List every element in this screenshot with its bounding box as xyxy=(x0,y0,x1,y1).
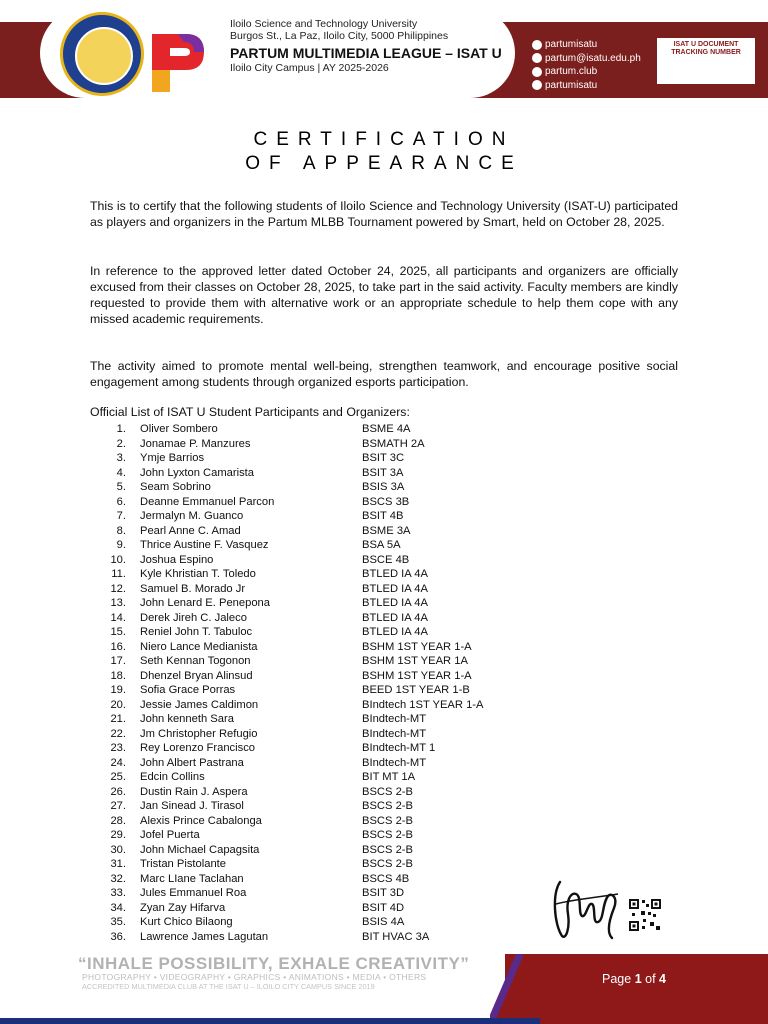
list-item xyxy=(90,524,590,539)
list-item-number: 13. xyxy=(110,597,126,609)
list-item-number: 20. xyxy=(110,698,126,711)
participant-name: Oliver Sombero xyxy=(140,423,218,435)
participant-course: BTLED IA 4A xyxy=(362,597,428,609)
list-item-number: 14. xyxy=(110,611,126,624)
footer xyxy=(0,940,768,1024)
list-item xyxy=(90,814,590,829)
participant-name: John Albert Pastrana xyxy=(140,756,244,769)
participant-name: Derek Jireh C. Jaleco xyxy=(140,611,247,624)
list-item xyxy=(90,466,590,481)
list-item-number: 2. xyxy=(116,437,126,450)
list-item xyxy=(90,741,590,756)
list-item-number: 36. xyxy=(110,930,126,943)
list-item-number: 25. xyxy=(110,771,126,783)
participant-course: BSIT 3C xyxy=(362,452,405,464)
participant-course: BIndtech-MT 1 xyxy=(362,742,436,754)
participant-course: BSCS 4B xyxy=(362,872,410,885)
list-item-number: 24. xyxy=(110,756,126,769)
globe-icon xyxy=(532,67,542,77)
list-item xyxy=(90,553,590,568)
footer-slash-shape xyxy=(490,954,550,1024)
participant-name: Niero Lance Medianista xyxy=(140,640,258,653)
list-item-number: 21. xyxy=(110,713,126,725)
participant-name: Seam Sobrino xyxy=(140,481,211,493)
social-links xyxy=(532,38,641,92)
list-title: Official List of ISAT U Student Participants and Organizers: xyxy=(90,405,410,419)
list-item xyxy=(90,886,590,901)
list-item xyxy=(90,596,590,611)
participant-name: Kurt Chico Bilaong xyxy=(140,916,233,928)
participant-name: Kyle Khristian T. Toledo xyxy=(140,568,256,580)
participant-course: BIndtech 1ST YEAR 1-A xyxy=(362,698,484,711)
facebook-icon xyxy=(532,40,542,50)
participant-course: BTLED IA 4A xyxy=(362,611,428,624)
participant-name: Jan Sinead J. Tirasol xyxy=(140,800,244,812)
list-item xyxy=(90,799,590,814)
list-item xyxy=(90,495,590,510)
participant-name: Samuel B. Morado Jr xyxy=(140,582,246,595)
list-item xyxy=(90,828,590,843)
participant-name: Jermalyn M. Guanco xyxy=(140,510,244,522)
letterhead xyxy=(0,0,768,98)
list-item xyxy=(90,770,590,785)
list-item xyxy=(90,582,590,597)
participant-name: John Lenard E. Penepona xyxy=(140,597,271,609)
university-address: Burgos St., La Paz, Iloilo City, 5000 Philippines xyxy=(230,30,449,42)
list-item xyxy=(90,698,590,713)
list-item xyxy=(90,915,590,930)
list-item-number: 1. xyxy=(116,423,126,435)
participant-name: Thrice Austine F. Vasquez xyxy=(140,539,269,551)
list-item-number: 23. xyxy=(110,742,126,754)
campus-ay: Iloilo City Campus | AY 2025-2026 xyxy=(230,62,389,74)
participant-name: Jules Emmanuel Roa xyxy=(140,887,247,899)
participant-name: Edcin Collins xyxy=(140,771,205,783)
list-item-number: 15. xyxy=(110,626,126,638)
instagram-link[interactable]: partumisatu xyxy=(532,79,641,93)
list-item xyxy=(90,727,590,742)
list-item-number: 32. xyxy=(110,872,126,885)
footer-accreditation: ACCREDITED MULTIMEDIA CLUB AT THE ISAT U – ILOILO CITY CAMPUS SINCE 2019 xyxy=(82,982,375,991)
paragraph-1: This is to certify that the following students of Iloilo Science and Technology University (ISAT-U) participated as players and organizers in the Partum MLBB Tournament powered by Smart, held on October 28, 2025. xyxy=(90,199,678,229)
list-item xyxy=(90,480,590,495)
title-line-2: OF APPEARANCE xyxy=(245,153,523,174)
list-item xyxy=(90,756,590,771)
participant-name: Rey Lorenzo Francisco xyxy=(140,742,256,754)
participant-course: BSMATH 2A xyxy=(362,437,425,450)
participant-course: BSHM 1ST YEAR 1-A xyxy=(362,640,472,653)
participant-name: Tristan Pistolante xyxy=(140,858,227,870)
partum-p-logo xyxy=(148,30,208,96)
list-item xyxy=(90,857,590,872)
participant-course: BIndtech-MT xyxy=(362,756,427,769)
participant-course: BSCS 3B xyxy=(362,495,410,508)
page-number: Page 1 of 4 xyxy=(602,972,666,986)
instagram-icon xyxy=(532,80,542,90)
participant-course: BEED 1ST YEAR 1-B xyxy=(362,684,470,696)
email-link[interactable]: partum@isatu.edu.ph xyxy=(532,52,641,66)
participant-course: BIT MT 1A xyxy=(362,771,416,783)
list-item-number: 34. xyxy=(110,901,126,914)
participant-course: BSHM 1ST YEAR 1A xyxy=(362,655,468,667)
participant-course: BTLED IA 4A xyxy=(362,626,428,638)
title-line-1: CERTIFICATION xyxy=(253,129,515,150)
university-seal-logo xyxy=(60,12,144,96)
participant-course: BTLED IA 4A xyxy=(362,568,428,580)
list-item xyxy=(90,785,590,800)
list-item xyxy=(90,437,590,452)
participant-name: Marc LIane Taclahan xyxy=(140,872,244,885)
participant-course: BSIT 4B xyxy=(362,510,404,522)
list-item xyxy=(90,625,590,640)
participant-name: Jessie James Caldimon xyxy=(140,698,259,711)
list-item xyxy=(90,509,590,524)
participant-name: Seth Kennan Togonon xyxy=(140,655,251,667)
signature xyxy=(548,874,626,946)
participant-course: BSIT 3A xyxy=(362,466,404,479)
list-item-number: 17. xyxy=(110,655,126,667)
list-item xyxy=(90,611,590,626)
list-item-number: 35. xyxy=(110,916,126,928)
list-item-number: 26. xyxy=(110,785,126,798)
list-item-number: 10. xyxy=(110,553,126,566)
list-item xyxy=(90,567,590,582)
list-item xyxy=(90,843,590,858)
list-item-number: 19. xyxy=(110,684,126,696)
participant-name: Pearl Anne C. Amad xyxy=(140,524,241,537)
list-item-number: 28. xyxy=(110,814,126,827)
participant-name: Sofia Grace Porras xyxy=(140,684,236,696)
list-item-number: 27. xyxy=(110,800,126,812)
paragraph-3: The activity aimed to promote mental well-being, strengthen teamwork, and encourage positive social engagement among students through organized esports participation. xyxy=(90,359,678,389)
tracking-number-box: ISAT U DOCUMENT TRACKING NUMBER xyxy=(657,38,755,84)
participant-course: BSIT 3D xyxy=(362,887,405,899)
list-item xyxy=(90,669,590,684)
list-item-number: 7. xyxy=(116,510,126,522)
qr-code xyxy=(628,898,662,932)
website-link[interactable]: partum.club xyxy=(532,65,641,79)
participant-course: BSCS 2-B xyxy=(362,843,413,856)
participant-name: Ymje Barrios xyxy=(140,452,205,464)
list-item-number: 11. xyxy=(111,568,126,580)
list-item xyxy=(90,538,590,553)
list-item-number: 9. xyxy=(116,539,126,551)
participant-name: Jofel Puerta xyxy=(140,829,200,841)
list-item-number: 8. xyxy=(116,524,126,537)
participant-name: Dhenzel Bryan Alinsud xyxy=(140,669,253,682)
list-item-number: 33. xyxy=(110,887,126,899)
list-item-number: 16. xyxy=(110,640,126,653)
footer-blue-line xyxy=(0,1018,540,1024)
list-item-number: 18. xyxy=(110,669,126,682)
participant-course: BSCS 2-B xyxy=(362,814,413,827)
list-item-number: 30. xyxy=(110,843,126,856)
participant-name: John Michael Capagsita xyxy=(140,843,260,856)
participant-course: BSCS 2-B xyxy=(362,858,413,870)
participant-course: BSCS 2-B xyxy=(362,785,413,798)
list-item-number: 31. xyxy=(110,858,126,870)
participant-name: Dustin Rain J. Aspera xyxy=(140,785,248,798)
list-item xyxy=(90,640,590,655)
list-item-number: 4. xyxy=(116,466,126,479)
participant-course: BSME 3A xyxy=(362,524,411,537)
participant-course: BSCS 2-B xyxy=(362,800,413,812)
participant-name: Jm Christopher Refugio xyxy=(140,727,258,740)
list-item-number: 22. xyxy=(110,727,126,740)
participant-name: Alexis Prince Cabalonga xyxy=(140,814,262,827)
participant-list xyxy=(90,422,590,944)
participant-course: BSME 4A xyxy=(362,423,411,435)
document-title xyxy=(0,128,768,176)
participant-name: Joshua Espino xyxy=(140,553,214,566)
list-item xyxy=(90,654,590,669)
participant-name: Zyan Zay Hifarva xyxy=(140,901,226,914)
list-item-number: 5. xyxy=(116,481,126,493)
organization-block xyxy=(230,18,502,74)
participant-course: BSIS 3A xyxy=(362,481,405,493)
list-item xyxy=(90,422,590,437)
list-item xyxy=(90,872,590,887)
participant-course: BIndtech-MT xyxy=(362,713,427,725)
participant-name: John Lyxton Camarista xyxy=(140,466,254,479)
list-item-number: 3. xyxy=(116,452,126,464)
list-item-number: 6. xyxy=(116,495,126,508)
participant-course: BTLED IA 4A xyxy=(362,582,428,595)
participant-name: Deanne Emmanuel Parcon xyxy=(140,495,275,508)
footer-services: PHOTOGRAPHY • VIDEOGRAPHY • GRAPHICS • ANIMATIONS • MEDIA • OTHERS xyxy=(82,972,427,982)
participant-course: BSHM 1ST YEAR 1-A xyxy=(362,669,472,682)
list-item xyxy=(90,712,590,727)
university-name: Iloilo Science and Technology University xyxy=(230,18,418,30)
participant-name: Reniel John T. Tabuloc xyxy=(140,626,253,638)
participant-course: BSA 5A xyxy=(362,539,401,551)
list-item-number: 29. xyxy=(110,829,126,841)
participant-course: BSCS 2-B xyxy=(362,829,413,841)
participant-course: BIndtech-MT xyxy=(362,727,427,740)
participant-name: Lawrence James Lagutan xyxy=(140,930,269,943)
mail-icon xyxy=(532,53,542,63)
participant-name: John kenneth Sara xyxy=(140,713,234,725)
participant-course: BIT HVAC 3A xyxy=(362,930,430,943)
facebook-link[interactable]: partumisatu xyxy=(532,38,641,52)
participant-course: BSIS 4A xyxy=(362,916,405,928)
list-item xyxy=(90,683,590,698)
league-name: PARTUM MULTIMEDIA LEAGUE – ISAT U xyxy=(230,45,502,61)
list-item xyxy=(90,901,590,916)
paragraph-2: In reference to the approved letter dated October 24, 2025, all participants and organizers are officially excused from their classes on October 28, 2025, to take part in the said activity. Faculty members are kindly requested to provide them with alternative work or an appropriate schedule to help them cope with any missed academic requirements. xyxy=(90,264,678,326)
list-item xyxy=(90,451,590,466)
participant-course: BSIT 4D xyxy=(362,901,405,914)
list-item-number: 12. xyxy=(110,582,126,595)
participant-name: Jonamae P. Manzures xyxy=(140,437,251,450)
participant-course: BSCE 4B xyxy=(362,553,410,566)
footer-tagline: “INHALE POSSIBILITY, EXHALE CREATIVITY” xyxy=(78,954,470,973)
